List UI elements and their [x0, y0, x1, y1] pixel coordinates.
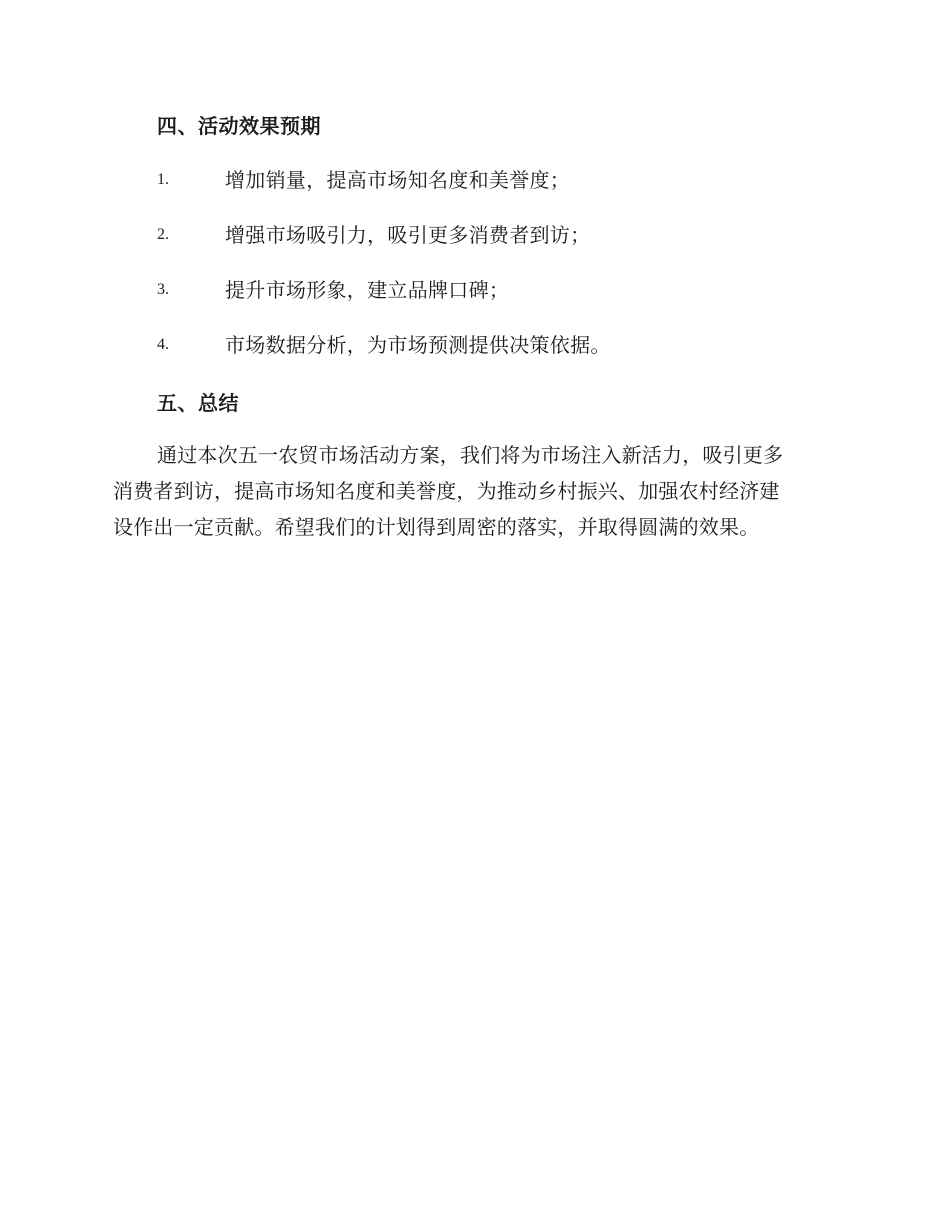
paragraph-line: 通过本次五一农贸市场活动方案，我们将为市场注入新活力，吸引更多 — [157, 443, 784, 467]
list-item — [113, 217, 835, 272]
section-heading-summary: 五、总结 — [157, 391, 239, 415]
list-item — [113, 162, 835, 217]
paragraph-line: 设作出一定贡献。希望我们的计划得到周密的落实，并取得圆满的效果。 — [113, 515, 760, 539]
summary-paragraph — [113, 437, 835, 545]
document-content — [113, 108, 835, 545]
list-item-text: 市场数据分析，为市场预测提供决策依据。 — [225, 333, 611, 357]
list-item-text: 增强市场吸引力，吸引更多消费者到访； — [225, 223, 591, 247]
paragraph-line: 消费者到访，提高市场知名度和美誉度，为推动乡村振兴、加强农村经济建 — [113, 479, 780, 503]
list-item-number: 3. — [157, 281, 169, 298]
list-item-number: 4. — [157, 336, 169, 353]
list-item-text: 增加销量，提高市场知名度和美誉度； — [225, 168, 571, 192]
list-item-number: 2. — [157, 226, 169, 243]
list-item — [113, 272, 835, 327]
section-heading-expected-results: 四、活动效果预期 — [157, 114, 321, 138]
list-item-number: 1. — [157, 171, 169, 188]
expected-results-list — [113, 162, 835, 382]
list-item-text: 提升市场形象，建立品牌口碑； — [225, 278, 510, 302]
list-item — [113, 327, 835, 382]
